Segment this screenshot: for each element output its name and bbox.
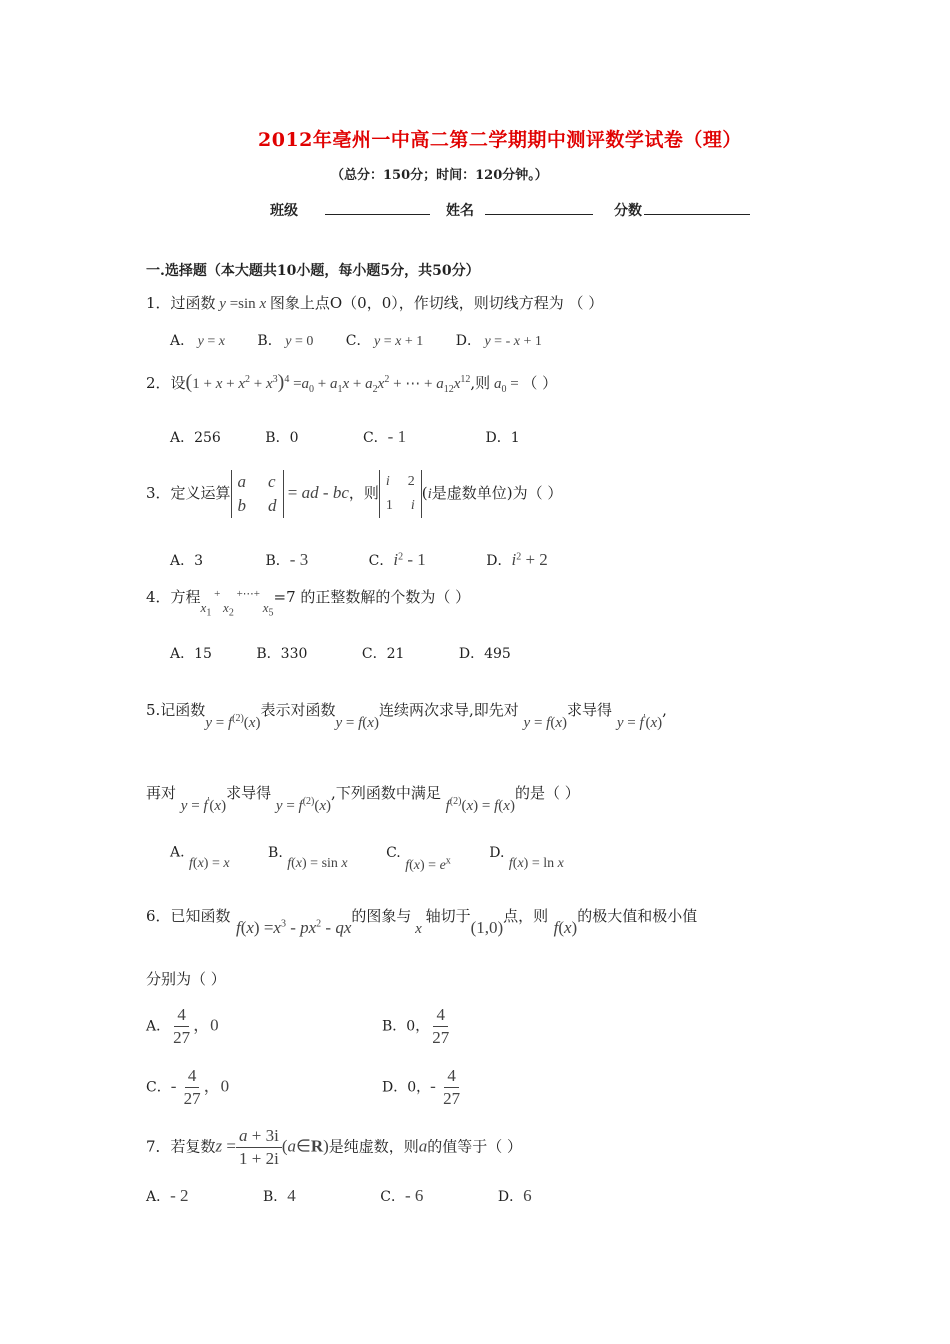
- q7-option-a[interactable]: A．- 2: [146, 1186, 189, 1205]
- question-2: 2．设$(1 + x + x^2 + x^3)^4 =a_0 + a_1x + a_2x^2$ + ⋯ + $a_{12}x^{12}$,则 $a_0$ = （ ）: [146, 371, 558, 395]
- q4-options: [170, 643, 511, 663]
- section-heading: 一.选择题（本大题共10小题，每小题5分，共50分）: [146, 263, 480, 279]
- q6-option-b[interactable]: B．0， $\frac{4}{27}$: [382, 1005, 450, 1047]
- q2-option-c[interactable]: C．- 1: [362, 427, 407, 446]
- q1-option-b[interactable]: B． y = 0: [257, 333, 314, 349]
- q2-option-b[interactable]: B．0: [265, 430, 299, 446]
- q2-option-d[interactable]: D．1: [485, 430, 520, 446]
- question-5-line2: 再对 y = f'(x)求导得 $y = f^{(2)}(x)$,下列函数中满足 $f^{(2)}(x) = f(x)$的是（ ）: [146, 784, 580, 814]
- exam-info: （总分：150分；时间：120分钟。）: [331, 168, 548, 183]
- page-title: 2012年亳州一中高二第二学期期中测评数学试卷（理）: [258, 129, 742, 151]
- class-label: 班级: [270, 203, 298, 219]
- name-field[interactable]: [485, 200, 593, 215]
- q1-options: [170, 330, 542, 350]
- q6-option-c[interactable]: C．- $\frac{4}{27}$ ，0: [146, 1066, 230, 1108]
- q3-option-b[interactable]: B．- 3: [265, 550, 309, 569]
- q2-options: [170, 427, 520, 447]
- q5-option-b[interactable]: B. f(x) = sin x: [268, 844, 348, 871]
- q4-option-d[interactable]: D．495: [458, 646, 511, 662]
- name-label: 姓名: [446, 203, 474, 219]
- q1-option-d[interactable]: D． y = - x + 1: [455, 333, 542, 349]
- class-field[interactable]: [325, 200, 430, 215]
- q3-option-d[interactable]: D．$i^2 + 2$: [486, 550, 548, 569]
- q4-option-a[interactable]: A．15: [170, 646, 212, 662]
- q6-option-a[interactable]: A． $\frac{4}{27}$ ，0: [146, 1005, 219, 1047]
- score-field[interactable]: [644, 200, 750, 215]
- determinant-value: i 2 1 i: [379, 470, 422, 518]
- question-6-line1: 6．已知函数 $f(x) =x^3 - px^2$ - qx的图象与 x 轴切于(1,0)点，则 f(x)的极大值和极小值: [146, 907, 698, 937]
- q7-options: [146, 1186, 532, 1206]
- q7-option-c[interactable]: C．- 6: [380, 1186, 424, 1205]
- q4-option-b[interactable]: B．330: [256, 646, 308, 662]
- question-7: 7．若复数z = $\frac{a + 3i}{1 + 2i}$ (a∈R)是纯虚数，则a的值等于（ ）: [146, 1126, 523, 1168]
- q1-option-c[interactable]: C． y = x + 1: [345, 333, 424, 349]
- q1-option-a[interactable]: A． y = x: [170, 333, 225, 349]
- q3-option-c[interactable]: C．$i^2 - 1$: [368, 550, 426, 569]
- question-4: 4．方程$x_1$ + $x_2$ +⋯+ $x_5=7$ 的正整数解的个数为（ ）: [146, 588, 471, 619]
- q5-options: [170, 843, 564, 873]
- q2-option-a[interactable]: A．256: [170, 430, 221, 446]
- question-5-line1: 5.记函数$y = f^{(2)}(x)$表示对函数y = f(x)连续两次求导,即先对 y = f(x)求导得 y = f'(x),: [146, 701, 667, 731]
- question-6-line2: 分别为（ ）: [146, 970, 226, 988]
- q3-option-a[interactable]: A．3: [170, 553, 204, 569]
- q4-option-c[interactable]: C．21: [361, 646, 405, 662]
- q5-option-d[interactable]: D. f(x) = ln x: [489, 844, 564, 871]
- question-1: 1．过函数 y =sin x 图象上点O（0，0），作切线，则切线方程为 （ ）: [146, 294, 604, 312]
- q5-option-c[interactable]: C. $f(x) = e^x$: [386, 844, 451, 873]
- q6-option-d[interactable]: D．0，- $\frac{4}{27}$: [382, 1066, 461, 1108]
- q7-option-d[interactable]: D．6: [497, 1186, 532, 1205]
- score-label: 分数: [614, 203, 642, 219]
- q5-option-a[interactable]: A. f(x) = x: [170, 844, 230, 871]
- q3-options: [170, 550, 548, 570]
- question-3: 3．定义运算 a c b d = ad - bc，则 i 2 1 i (i是虚数单位)为（ ）: [146, 470, 562, 518]
- determinant-def: a c b d: [231, 470, 284, 518]
- q7-option-b[interactable]: B．4: [263, 1186, 296, 1205]
